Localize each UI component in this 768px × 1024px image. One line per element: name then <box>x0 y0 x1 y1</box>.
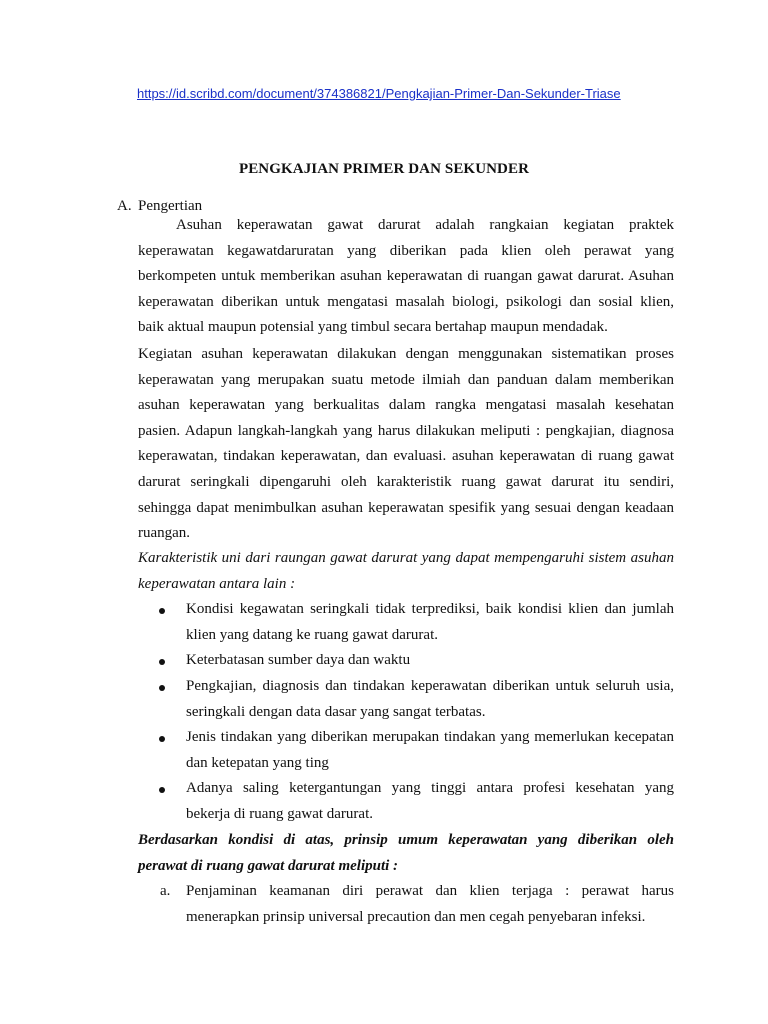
bullet-item <box>186 674 674 725</box>
bullet-icon <box>159 736 165 742</box>
document-title: PENGKAJIAN PRIMER DAN SEKUNDER <box>238 161 530 177</box>
bullet-item <box>186 725 674 776</box>
list-line: menerapkan prinsip universal precaution dan men cegah penyebaran infeksi. <box>186 908 646 925</box>
bullet-item <box>186 776 674 827</box>
paragraph-line: keperawatan diberikan untuk mengatasi masalah biologi, psikologi dan sosial klien, <box>138 293 674 310</box>
bullet-line: Pengkajian, diagnosis dan tindakan keperawatan diberikan untuk seluruh usia, <box>186 678 674 694</box>
paragraph-line: keperawatan yang merupakan suatu metode ilmiah dan panduan dalam memberikan <box>138 371 674 388</box>
paragraph-line: Berdasarkan kondisi di atas, prinsip umum keperawatan yang diberikan oleh <box>138 832 674 848</box>
bullet-item <box>186 648 674 674</box>
bullet-line: Jenis tindakan yang diberikan merupakan tindakan yang memerlukan kecepatan <box>186 729 674 745</box>
bullet-line: klien yang datang ke ruang gawat darurat. <box>186 626 438 643</box>
bullet-line: Kondisi kegawatan seringkali tidak terprediksi, baik kondisi klien dan jumlah <box>186 601 674 617</box>
bullet-icon <box>159 685 165 691</box>
bullet-line: dan ketepatan yang ting <box>186 754 329 771</box>
section-heading: Pengertian <box>138 198 203 214</box>
paragraph-line: Karakteristik uni dari raungan gawat darurat yang dapat mempengaruhi sistem asuhan <box>138 550 674 566</box>
section-number: A. <box>117 198 132 214</box>
bullet-line: seringkali dengan data dasar yang sangat terbatas. <box>186 703 486 720</box>
paragraph-definition <box>138 213 674 341</box>
paragraph-characteristics <box>138 546 674 597</box>
bullet-icon <box>159 608 165 614</box>
paragraph-line: Asuhan keperawatan gawat darurat adalah rangkaian kegiatan praktek <box>176 217 674 233</box>
bullet-line: bekerja di ruang gawat darurat. <box>186 805 373 822</box>
paragraph-line: pasien. Adapun langkah-langkah yang harus dilakukan meliputi : pengkajian, diagnosa <box>138 422 674 439</box>
list-line: Penjaminan keamanan diri perawat dan klien terjaga : perawat harus <box>186 883 674 899</box>
paragraph-line: berkompeten untuk memberikan asuhan keperawatan di ruangan gawat darurat. Asuhan <box>138 268 674 285</box>
paragraph-line: darurat seringkali dipengaruhi oleh karakteristik ruang gawat darurat itu sendiri, <box>138 473 674 490</box>
paragraph-line: keperawatan kegawatdaruratan yang diberikan pada klien oleh perawat yang <box>138 242 674 259</box>
bullet-line: Keterbatasan sumber daya dan waktu <box>186 652 411 668</box>
paragraph-line: asuhan keperawatan yang berkualitas dalam rangka mengatasi masalah kesehatan <box>138 397 674 414</box>
source-link[interactable]: https://id.scribd.com/document/374386821/Pengkajian-Primer-Dan-Sekunder-Triase <box>137 86 621 101</box>
paragraph-line: keperawatan antara lain : <box>138 575 296 592</box>
list-marker: a. <box>160 883 171 899</box>
paragraph-line: Kegiatan asuhan keperawatan dilakukan dengan menggunakan sistematikan proses <box>138 346 674 362</box>
paragraph-principles <box>138 828 674 879</box>
paragraph-process <box>138 342 674 547</box>
bullet-icon <box>159 787 165 793</box>
paragraph-line: sehingga dapat menimbulkan asuhan keperawatan spesifik yang sesuai dengan keadaan <box>138 499 674 516</box>
bullet-icon <box>159 659 165 665</box>
paragraph-line: keperawatan, tindakan keperawatan, dan evaluasi. asuhan keperawatan di ruang gawat <box>138 448 674 465</box>
list-item <box>186 879 674 930</box>
paragraph-line: ruangan. <box>138 525 191 542</box>
bullet-item <box>186 597 674 648</box>
bullet-line: Adanya saling ketergantungan yang tinggi antara profesi kesehatan yang <box>186 780 674 796</box>
paragraph-line: baik aktual maupun potensial yang timbul secara bertahap maupun mendadak. <box>138 319 608 336</box>
paragraph-line: perawat di ruang gawat darurat meliputi : <box>138 857 399 874</box>
